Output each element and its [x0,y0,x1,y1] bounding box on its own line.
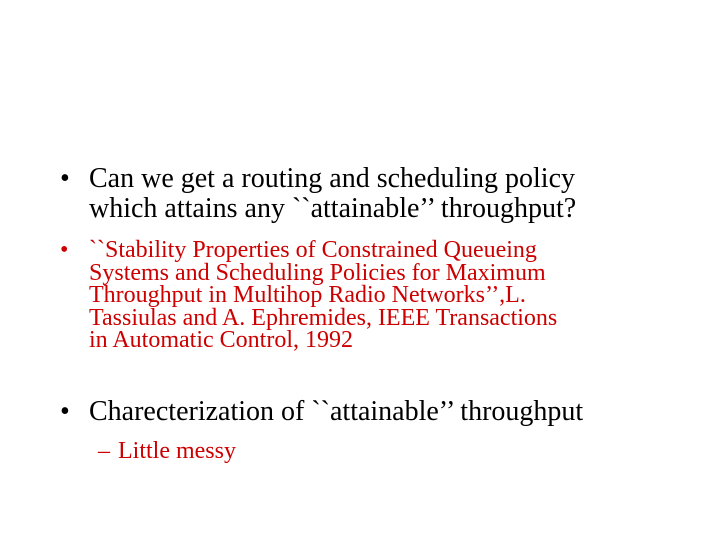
sub-bullet-marker: – [98,438,110,464]
bullet-routing-question [60,164,576,224]
bullet-text: Can we get a routing and scheduling policy which attains any ``attainable’’ throughput? [89,163,577,224]
bullet-marker: • [60,163,70,194]
bullet-marker: • [60,396,70,427]
sub-bullet-text: Little messy [118,438,236,464]
bullet-marker: • [60,237,69,263]
bullet-text: Charecterization of ``attainable’’ throughput [89,396,584,427]
citation-text: ``Stability Properties of Constrained Queueing Systems and Scheduling Policies for Maximum Throughput in Multihop Radio Networks’’,L. Tassiulas and A. Ephremides, IEEE Transactions in Automatic Control, 1992 [89,237,558,353]
bullet-characterization [60,397,583,427]
sub-bullet-little-messy [98,437,236,465]
bullet-citation [60,239,557,352]
